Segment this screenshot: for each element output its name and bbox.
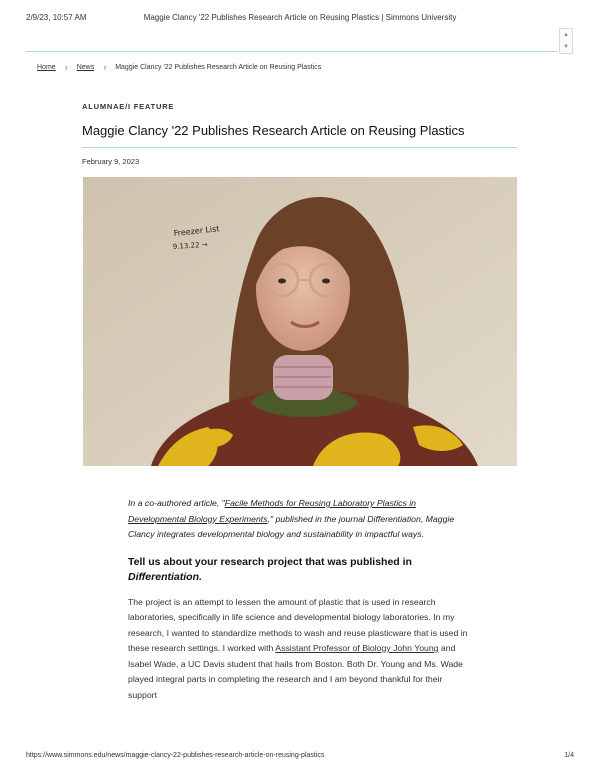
arrow-down-icon[interactable]: ▼: [563, 44, 569, 50]
arrow-up-icon[interactable]: ▲: [563, 32, 569, 38]
header-divider: [26, 51, 557, 52]
intro-text-suffix: ," published in the journal Differentiation, Maggie Clancy integrates developmental biology and sustainability in impactful ways.: [128, 513, 455, 539]
question-heading: [128, 555, 473, 585]
faculty-profile-link[interactable]: Assistant Professor of Biology John Young: [275, 643, 439, 653]
chevron-right-icon: ›: [103, 62, 107, 72]
scrollbar[interactable]: [559, 28, 573, 54]
photo-note-line-1: Freezer List: [173, 224, 220, 238]
section-label: ALUMNAE/I FEATURE: [82, 102, 175, 111]
question-text: Tell us about your research project that was published in: [128, 555, 412, 568]
page-number: 1/4: [564, 752, 574, 759]
article-body: [128, 496, 473, 703]
breadcrumb: [37, 64, 321, 71]
intro-paragraph: [128, 496, 473, 543]
print-url: https://www.simmons.edu/news/maggie-clancy-22-publishes-research-article-on-reusing-plastics: [26, 752, 325, 759]
answer-text-before: The project is an attempt to lessen the amount of plastic that is used in research laboratories, specifically in life science and developmental biology laboratories. In my research, I wanted to standardize methods to wash and reuse plasticware that is used in these research settings. I worked with: [128, 596, 468, 653]
article-title: Maggie Clancy '22 Publishes Research Article on Reusing Plastics: [82, 123, 465, 138]
title-divider: [82, 147, 517, 148]
portrait-illustration: [83, 177, 517, 466]
breadcrumb-current: Maggie Clancy '22 Publishes Research Article on Reusing Plastics: [115, 64, 322, 71]
print-header: [26, 13, 574, 25]
print-page-title: Maggie Clancy '22 Publishes Research Article on Reusing Plastics | Simmons University: [143, 13, 457, 22]
answer-paragraph: [128, 595, 473, 704]
intro-text-prefix: In a co-authored article, ": [128, 498, 225, 508]
answer-text-after: and Isabel Wade, a UC Davis student that hails from Boston. Both Dr. Young and Ms. Wade played integral parts in completing the research and I am beyond thankful for their support: [128, 643, 463, 700]
photo-note-line-2: 9.13.22 →: [172, 240, 208, 251]
breadcrumb-home-link[interactable]: Home: [37, 64, 56, 71]
hero-photo: [83, 177, 517, 466]
publish-date: February 9, 2023: [82, 157, 140, 166]
journal-name: Differentiation.: [128, 570, 202, 583]
breadcrumb-news-link[interactable]: News: [76, 64, 95, 71]
article-citation-link[interactable]: Facile Methods for Reusing Laboratory Plastics in Developmental Biology Experiments: [128, 498, 416, 524]
print-footer: [26, 752, 574, 762]
chevron-right-icon: ›: [64, 62, 68, 72]
print-datetime: 2/9/23, 10:57 AM: [26, 13, 87, 22]
